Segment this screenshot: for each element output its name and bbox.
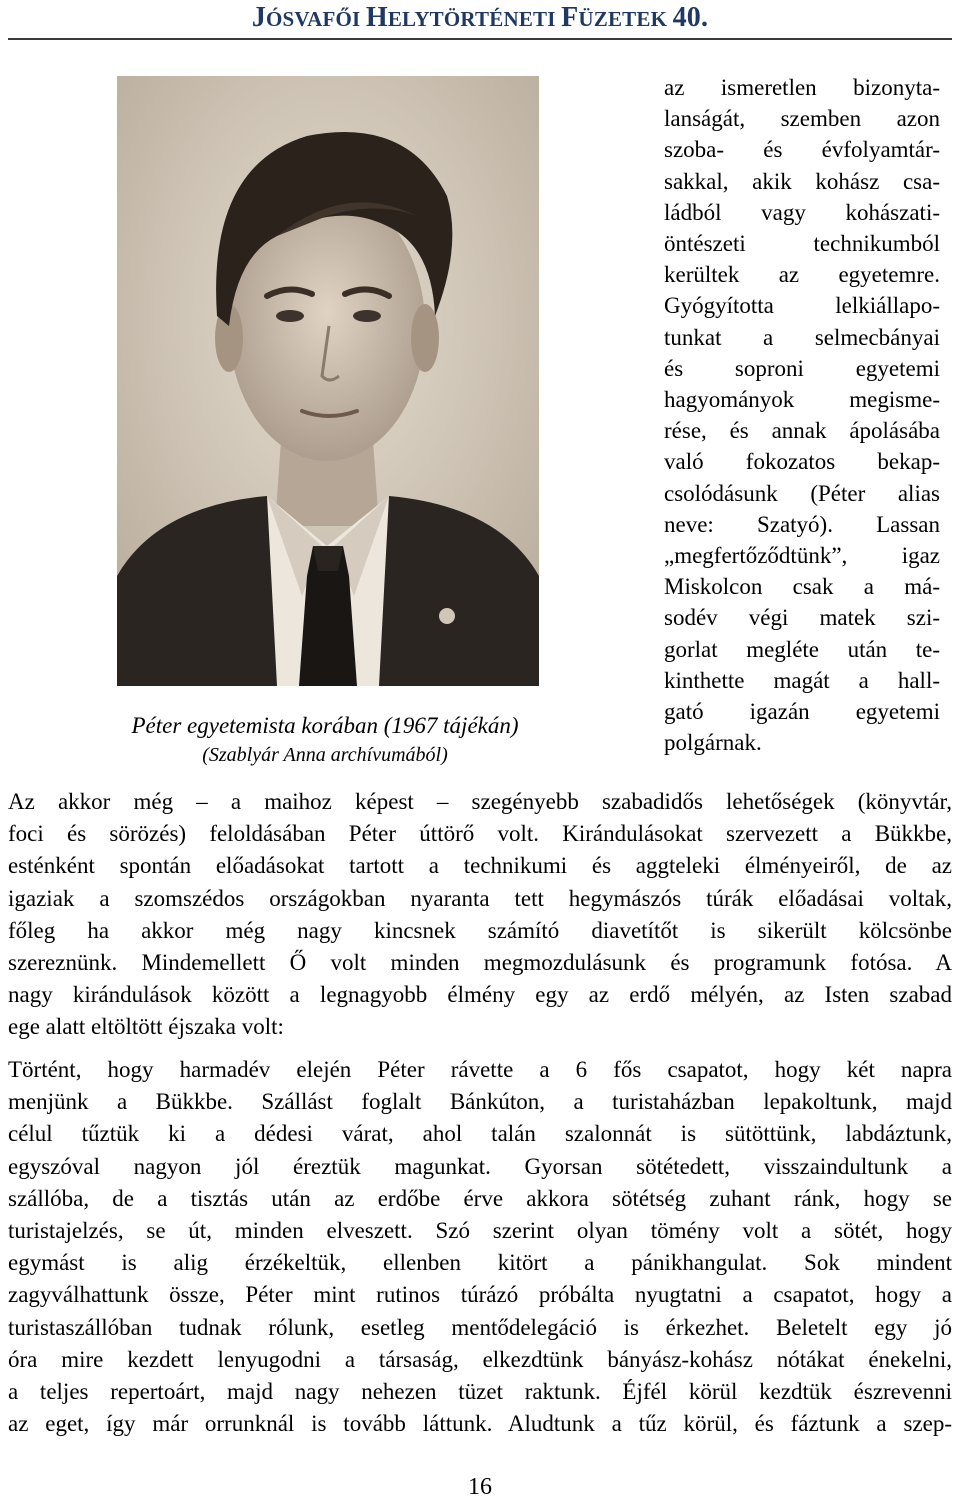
text-line: és soproni egyetemi (664, 355, 940, 381)
text-line: menjünk a Bükkbe. Szállást foglalt Bánkúton, a turistaházban lepakoltunk, majd (8, 1089, 952, 1115)
text-line: Miskolcon csak a má- (664, 574, 940, 600)
text-line: kinthette magát a hall- (664, 667, 940, 693)
text-line: tunkat a selmecbányai (664, 324, 940, 350)
text-line: szoba- és évfolyamtár- (664, 137, 940, 163)
text-line: csolódásunk (Péter alias (664, 480, 940, 506)
header-rule (8, 38, 952, 40)
text-line: célul tűztük ki a dédesi várat, ahol talán szalonnát is sütöttünk, labdáztunk, (8, 1121, 952, 1147)
text-line: egymást is alig érzékeltük, ellenben kitört a pánikhangulat. Sok mindent (8, 1250, 952, 1276)
text-line: gató igazán egyetemi (664, 699, 940, 725)
text-line: neve: Szatyó). Lassan (664, 511, 940, 537)
text-line: öntészeti technikumból (664, 231, 940, 257)
text-line: polgárnak. (664, 730, 762, 756)
text-line: esténként spontán előadásokat tartott a technikumi és aggteleki élményeiről, de az (8, 853, 952, 879)
text-line: zagyválhattunk össze, Péter mint rutinos túrázó próbálta nyugtatni a csapatot, hogy a (8, 1282, 952, 1308)
paragraph-2 (8, 1054, 952, 1440)
text-line: óra mire kezdett lenyugodni a társaság, elkezdtünk bányász-kohász nótákat énekelni, (8, 1346, 952, 1372)
text-line: egyszóval nagyon jól éreztük magunkat. Gyorsan sötétedett, visszaindultunk a (8, 1153, 952, 1179)
portrait-illustration (117, 76, 539, 686)
paragraph-1 (8, 786, 952, 1044)
text-line: turistaszállóban tudnak rólunk, esetleg mentődelegáció is érkezhet. Beletelt egy jó (8, 1314, 952, 1340)
page-number: 16 (468, 1474, 492, 1500)
text-line: nagy kirándulások között a legnagyobb élmény egy az erdő mélyén, az Isten szabad (8, 982, 952, 1008)
text-line: Gyógyította lelkiállapo- (664, 293, 940, 319)
text-line: ládból vagy kohászati- (664, 199, 940, 225)
text-line: igaziak a szomszédos országokban nyaranta tett hegymászós túrák előadásai voltak, (8, 885, 952, 911)
text-line: a teljes repertoárt, majd nagy nehezen tüzet raktunk. Éjfél körül kezdtük észrevenni (8, 1379, 952, 1405)
text-line: rése, és annak ápolásába (664, 418, 940, 444)
text-line: hagyományok megisme- (664, 387, 940, 413)
photo-caption: Péter egyetemista korában (1967 tájékán) (131, 713, 519, 738)
right-column-text (664, 72, 940, 758)
text-line: lanságát, szemben azon (664, 106, 940, 132)
text-line: kerültek az egyetemre. (664, 262, 940, 288)
running-header: JÓSVAFŐI HELYTÖRTÉNETI FÜZETEK 40. (251, 2, 709, 33)
text-line: az eget, így már orrunknál is tovább láttunk. Aludtunk a tűz körül, és fáztunk a szep- (8, 1411, 952, 1437)
text-line: ege alatt eltöltött éjszaka volt: (8, 1014, 284, 1040)
text-line: főleg ha akkor még nagy kincsnek számító diavetítőt is sikerült kölcsönbe (8, 917, 952, 943)
text-line: sodév végi matek szi- (664, 605, 940, 631)
text-line: foci és sörözés) feloldásában Péter úttörő volt. Kirándulásokat szervezett a Bükkbe, (8, 821, 952, 847)
text-line: szállóba, de a tisztás után az erdőbe érve akkora sötétség zuhant ránk, hogy se (8, 1185, 952, 1211)
text-line: Történt, hogy harmadév elején Péter rávette a 6 fős csapatot, hogy két napra (8, 1057, 952, 1082)
text-line: szereznünk. Mindemellett Ő volt minden megmozdulásunk és programunk fotósa. A (8, 950, 952, 976)
portrait-photo (117, 76, 539, 686)
text-line: gorlat megléte után te- (664, 636, 940, 662)
photo-credit: (Szablyár Anna archívumából) (202, 744, 448, 766)
text-line: az ismeretlen bizonyta- (664, 75, 940, 100)
text-line: „megfertőződtünk”, igaz (664, 543, 940, 569)
text-line: Az akkor még – a maihoz képest – szegényebb szabadidős lehetőségek (könyvtár, (8, 789, 952, 814)
text-line: sakkal, akik kohász csa- (664, 168, 940, 194)
text-line: turistajelzés, se út, minden elveszett. Szó szerint olyan tömény volt a sötét, hogy (8, 1218, 952, 1244)
text-line: való fokozatos bekap- (664, 449, 940, 475)
